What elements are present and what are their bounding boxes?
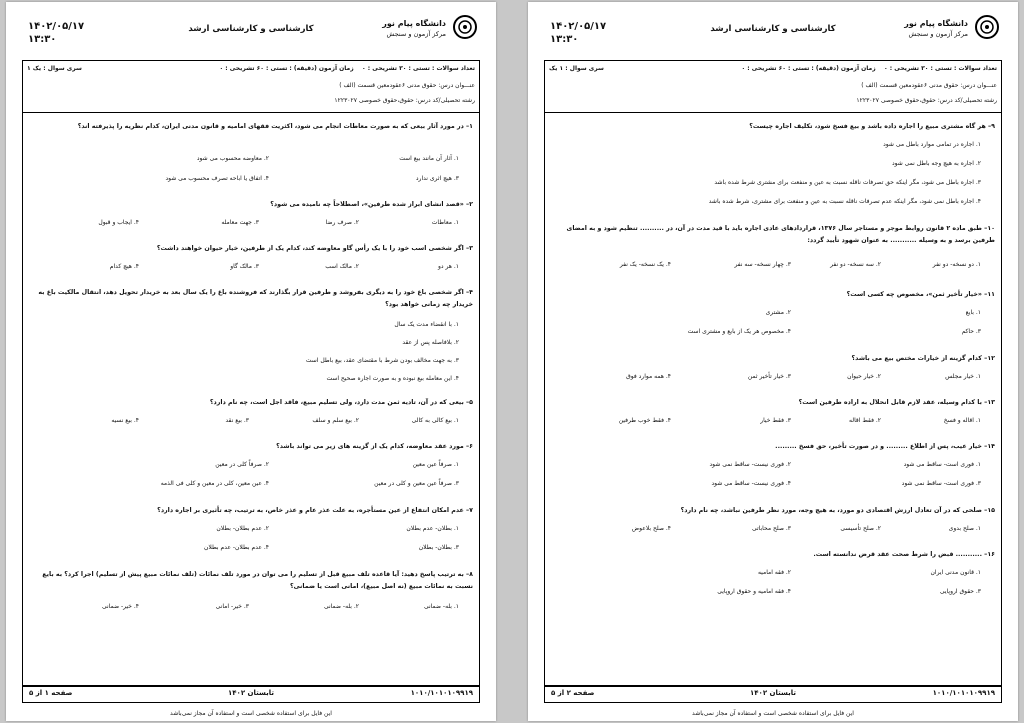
option: ۴. خیر- ضمانی bbox=[101, 603, 139, 610]
option: ۱. صرفاً عین معین bbox=[412, 461, 459, 468]
option: ۴. ایجاب و قبول bbox=[98, 219, 139, 226]
exam-code: ۱۰۱۰/۱۰۱۰۱۰۹۹۱۹ bbox=[932, 689, 995, 697]
option: ۱. معاطات bbox=[431, 219, 459, 226]
question-text: ۱– در مورد آثار بیعی که به صورت معاطات انجام می شود، اکثریت فقهای امامیه و قانون مدنی ایران، کدام نظریه را پذیرفته اند؟ bbox=[77, 123, 473, 130]
option: ۳. فوری است- ساقط نمی شود bbox=[901, 480, 981, 487]
exam-page-1 bbox=[6, 2, 496, 721]
option: ۲. مشتری bbox=[765, 309, 791, 316]
page-number: صفحه ۲ از ۵ bbox=[551, 689, 595, 697]
question-text: ۱۰– طبق ماده ۲ قانون روابط موجر و مستاجر سال ۱۳۷۶، قراردادهای عادی اجاره باید با قید مدت در آن، در .......... تنظیم شود و به امضای طرفین برسد و به وسیله ........... به عنوان شهود تأیید گردد: bbox=[566, 225, 995, 244]
option: ۲. بلافاصله پس از عقد bbox=[402, 339, 459, 346]
option: ۴. فقه امامیه و حقوق اروپایی bbox=[717, 588, 791, 595]
page-footer bbox=[22, 685, 480, 703]
field-code: رشته تحصیلی/کد درس: حقوق،حقوق خصوصی ۱۲۲۳۰۲۷ bbox=[334, 97, 475, 104]
option: ۴. هیچ کدام bbox=[109, 263, 139, 270]
option: ۱. اجاره در تمامی موارد باطل می شود bbox=[883, 141, 981, 148]
copyright-notice: این فایل برای استفاده شخصی است و استفاده آن مجاز نمی‌باشد bbox=[692, 710, 854, 717]
question-text: ۴– اگر شخصی باغ خود را به دیگری بفروشد و طرفین قرار بگذارند که فروشنده باغ را یک سال بعد به خریدار تحویل دهد، انتقال مالکیت باغ به خریدار چه زمانی خواهد بود؟ bbox=[38, 289, 473, 308]
exam-code: ۱۰۱۰/۱۰۱۰۱۰۹۹۱۹ bbox=[410, 689, 473, 697]
option: ۳. صرفاً عین معین و کلی در معین bbox=[374, 480, 459, 487]
university-logo bbox=[452, 14, 478, 40]
option: ۲. عدم بطلان- بطلان bbox=[216, 525, 269, 532]
option: ۲. فقط اقاله bbox=[849, 417, 881, 424]
option: ۱. فوری است- ساقط می شود bbox=[903, 461, 981, 468]
option: ۳. هیچ اثری ندارد bbox=[415, 175, 459, 182]
option: ۲. مالک اسب bbox=[325, 263, 359, 270]
page-header bbox=[6, 2, 496, 60]
option: ۳. به جهت مخالف بودن شرط با مقتضای عقد، بیع باطل است bbox=[305, 357, 459, 364]
option: ۳. بطلان- بطلان bbox=[418, 544, 459, 551]
university-name: دانشگاه پیام نور مرکز آزمون و سنجش bbox=[904, 19, 968, 38]
option: ۴. فوری نیست- ساقط می شود bbox=[711, 480, 791, 487]
field-code: رشته تحصیلی/کد درس: حقوق،حقوق خصوصی ۱۲۲۳۰۲۷ bbox=[856, 97, 997, 104]
question-text: ۱۲– کدام گزینه از خیارات مختص بیع می باشد؟ bbox=[851, 355, 995, 362]
exam-date-time: ۱۴۰۲/۰۵/۱۷ ۱۳:۳۰ bbox=[550, 21, 607, 45]
exam-date-time: ۱۴۰۲/۰۵/۱۷ ۱۳:۳۰ bbox=[28, 21, 85, 45]
option: ۳. چهار نسخه- سه نفر bbox=[734, 261, 791, 268]
option: ۳. حاکم bbox=[961, 328, 981, 335]
question-text: ۱۶– ........... قبض را شرط صحت عقد قرض ندانسته است. bbox=[813, 551, 995, 558]
course-title: عنـــوان درس: حقوق مدنی ۶عقودمعین قسمت (الف ) bbox=[861, 82, 997, 89]
option: ۴. عدم بطلان- عدم بطلان bbox=[204, 544, 269, 551]
page-footer bbox=[544, 685, 1002, 703]
option: ۲. فقه امامیه bbox=[757, 569, 791, 576]
option: ۳. بیع نقد bbox=[225, 417, 249, 424]
info-row: تعداد سوالات : تستی : ۳۰ تشریحی : ۰ زمان آزمون (دقیقه) : تستی : ۶۰ تشریحی : ۰ سری سوال : ۱ یک bbox=[549, 65, 997, 72]
option: ۴. یک نسخه- یک نفر bbox=[619, 261, 671, 268]
option: ۴. همه موارد فوق bbox=[626, 373, 671, 380]
option: ۲. صلح تأسیسی bbox=[840, 525, 881, 532]
exam-info-box bbox=[22, 60, 480, 113]
questions-area bbox=[22, 112, 480, 687]
page-number: صفحه ۱ از ۵ bbox=[29, 689, 73, 697]
option: ۴. عین معین، کلی در معین و کلی فی الذمه bbox=[160, 480, 269, 487]
option: ۲. بیع سلم و سلف bbox=[312, 417, 359, 424]
option: ۴. فقط خوب طرفین bbox=[618, 417, 671, 424]
option: ۴. صلح بلاعوض bbox=[631, 525, 671, 532]
option: ۱. قانون مدنی ایران bbox=[930, 569, 981, 576]
option: ۴. این معامله بیع نبوده و به صورت اجاره صحیح است bbox=[326, 375, 459, 382]
option: ۲. صرفاً کلی در معین bbox=[215, 461, 269, 468]
question-text: ۶– مورد عقد معاوضه، کدام یک از گزینه های زیر می تواند باشد؟ bbox=[276, 443, 473, 450]
question-text: ۷– عدم امکان انتفاع از عین مستأجره، به علت عذر عام و عذر خاص، به ترتیب، چه تأثیری بر اجاره دارد؟ bbox=[157, 507, 473, 514]
option: ۲. فوری نیست- ساقط نمی شود bbox=[709, 461, 791, 468]
option: ۱. با انقضاء مدت یک سال bbox=[394, 321, 459, 328]
option: ۱. بیع کالی به کالی bbox=[411, 417, 459, 424]
option: ۳. جهت معامله bbox=[221, 219, 259, 226]
option: ۱. صلح بدوی bbox=[948, 525, 981, 532]
page-header bbox=[528, 2, 1018, 60]
option: ۳. حقوق اروپایی bbox=[939, 588, 981, 595]
option: ۲. معاوضه محسوب می شود bbox=[196, 155, 269, 162]
option: ۱. آثار آن مانند بیع است bbox=[399, 155, 459, 162]
university-name: دانشگاه پیام نور مرکز آزمون و سنجش bbox=[382, 19, 446, 38]
question-text: ۹– هر گاه مشتری مبیع را اجاره داده باشد و بیع فسخ شود، تکلیف اجاره چیست؟ bbox=[749, 123, 995, 130]
option: ۳. صلح محاباتی bbox=[752, 525, 791, 532]
option: ۳. اجاره باطل می شود، مگر اینکه حق تصرفات ناقله نسبت به عین و منفعت برای مشتری شرط شده باشد bbox=[714, 179, 981, 186]
question-text: ۱۳– با کدام وسیله، عقد لازم قابل انحلال به اراده طرفین است؟ bbox=[798, 399, 995, 406]
exam-term: تابستان ۱۴۰۲ bbox=[228, 689, 274, 697]
option: ۴. اجاره باطل نمی شود، مگر اینکه عدم تصرفات ناقله نسبت به عین و منفعت برای مشتری، شرط شده باشد bbox=[708, 198, 981, 205]
question-text: ۱۱– «خیار تأخیر ثمن»، مخصوص چه کسی است؟ bbox=[846, 291, 995, 298]
question-text: ۸– به ترتیب پاسخ دهید: آیا قاعده تلف مبیع قبل از تسلیم را می توان در مورد تلف نمائات (تلف نمائات مبیع پیش از تسلیم) اجرا کرد؟ به بایع نسبت به نمائات مبیع (نه اصل مبیع)، امانی است یا ضمانی؟ bbox=[42, 571, 473, 590]
option: ۳. خیر- امانی bbox=[215, 603, 249, 610]
question-text: ۱۴– خیار عیب، پس از اطلاع ......... و در صورت تأخیر، حق فسخ ......... bbox=[775, 443, 995, 450]
question-text: ۲– «قصد انشای ابراز شده طرفین»، اصطلاحاً چه نامیده می شود؟ bbox=[270, 201, 473, 208]
questions-area bbox=[544, 112, 1002, 687]
option: ۴. بیع نسیه bbox=[111, 417, 139, 424]
course-title: عنـــوان درس: حقوق مدنی ۶عقودمعین قسمت (الف ) bbox=[339, 82, 475, 89]
option: ۴. اتفاق یا اباحه تصرف محسوب می شود bbox=[165, 175, 269, 182]
option: ۲. اجاره به هیچ وجه باطل نمی شود bbox=[891, 160, 981, 167]
option: ۲. صرف رضا bbox=[325, 219, 359, 226]
question-text: ۳– اگر شخصی اسب خود را با یک رأس گاو معاوضه کند، کدام یک از طرفین، خیار حیوان خواهند داشت؟ bbox=[156, 245, 473, 252]
option: ۱. بطلان- عدم بطلان bbox=[406, 525, 459, 532]
question-text: ۱۵– صلحی که در آن تعادل ارزش اقتصادی دو مورد، به هیچ وجه، مورد نظر طرفین نباشد، چه نام دارد؟ bbox=[680, 507, 995, 514]
exam-page-2 bbox=[528, 2, 1018, 721]
info-row: تعداد سوالات : تستی : ۳۰ تشریحی : ۰ زمان آزمون (دقیقه) : تستی : ۶۰ تشریحی : ۰ سری سوال : یک ۱ bbox=[27, 65, 475, 72]
option: ۲. سه نسخه- دو نفر bbox=[830, 261, 881, 268]
series-label: سری سوال : ۱ یک bbox=[549, 65, 604, 72]
question-text: ۵– بیعی که در آن، تادیه ثمن مدت دارد، ولی تسلیم مبیع، فاقد اجل است، چه نام دارد؟ bbox=[209, 399, 473, 406]
university-logo bbox=[974, 14, 1000, 40]
degree-title: کارشناسی و کارشناسی ارشد bbox=[188, 24, 314, 34]
option: ۱. بایع bbox=[965, 309, 981, 316]
option: ۱. هر دو bbox=[438, 263, 459, 270]
option: ۱. اقاله و فسخ bbox=[943, 417, 981, 424]
option: ۲. بله- ضمانی bbox=[323, 603, 359, 610]
exam-term: تابستان ۱۴۰۲ bbox=[750, 689, 796, 697]
option: ۱. خیار مجلس bbox=[945, 373, 981, 380]
option: ۳. مالک گاو bbox=[230, 263, 259, 270]
series-label: سری سوال : یک ۱ bbox=[27, 65, 82, 72]
copyright-notice: این فایل برای استفاده شخصی است و استفاده آن مجاز نمی‌باشد bbox=[170, 710, 332, 717]
exam-info-box bbox=[544, 60, 1002, 113]
option: ۲. خیار حیوان bbox=[847, 373, 881, 380]
option: ۳. خیار تأخیر ثمن bbox=[747, 373, 791, 380]
option: ۱. بله- ضمانی bbox=[423, 603, 459, 610]
degree-title: کارشناسی و کارشناسی ارشد bbox=[710, 24, 836, 34]
option: ۴. مخصوص هر یک از بایع و مشتری است bbox=[687, 328, 791, 335]
option: ۳. فقط خیار bbox=[760, 417, 791, 424]
option: ۱. دو نسخه- دو نفر bbox=[932, 261, 981, 268]
